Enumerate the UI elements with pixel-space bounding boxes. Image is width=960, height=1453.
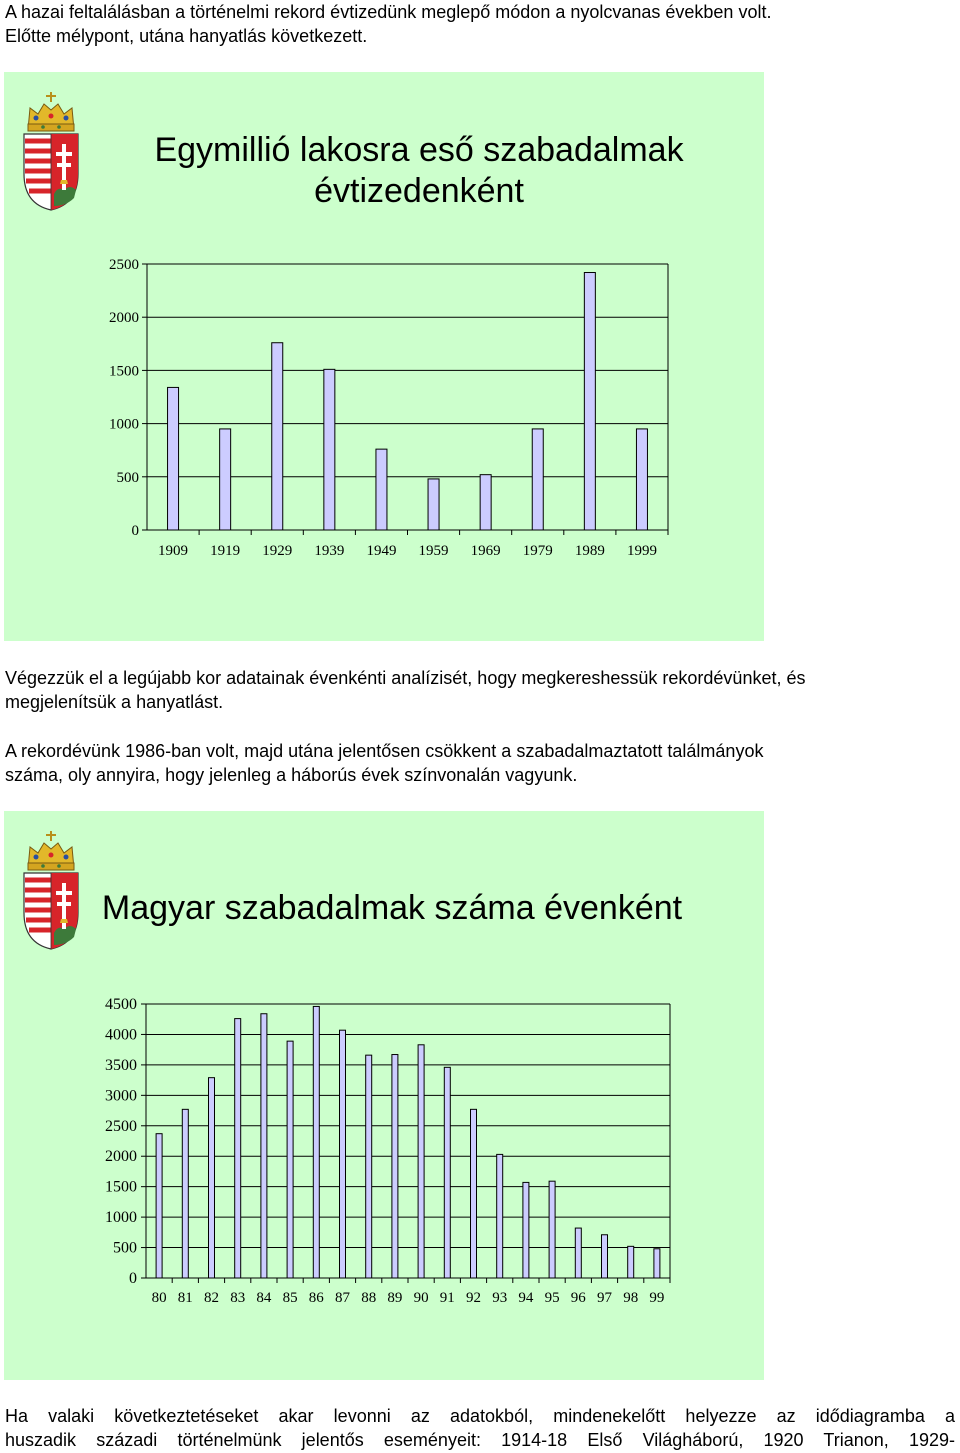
decade-chart-y-tick-label: 1500 — [109, 363, 139, 380]
yearly-chart-bar-82 — [209, 1078, 215, 1278]
decade-chart-bar-1939 — [324, 369, 335, 530]
decade-chart-x-tick-label: 1909 — [158, 543, 189, 559]
yearly-chart-y-tick-label: 4500 — [105, 996, 137, 1013]
yearly-bar-chart — [4, 811, 764, 1380]
yearly-chart-x-tick-label: 94 — [518, 1290, 534, 1306]
decade-chart-bar-1949 — [376, 449, 387, 530]
yearly-chart-panel — [4, 811, 764, 1380]
yearly-chart-bar-92 — [471, 1109, 477, 1278]
decade-chart-x-tick-label: 1929 — [262, 543, 293, 559]
yearly-chart-x-tick-label: 96 — [570, 1290, 586, 1306]
yearly-chart-bar-90 — [418, 1045, 424, 1278]
yearly-chart-bar-98 — [628, 1246, 634, 1278]
record-paragraph — [5, 739, 955, 787]
analysis-line-2: megjelenítsük a hanyatlást. — [5, 692, 224, 712]
record-line-2: száma, oly annyira, hogy jelenleg a háborús évek színvonalán vagyunk. — [5, 765, 578, 785]
yearly-chart-title-line-1: Magyar szabadalmak száma évenként — [101, 889, 683, 927]
decade-chart-panel — [4, 72, 764, 641]
yearly-chart-x-tick-label: 83 — [230, 1290, 246, 1306]
yearly-chart-bar-91 — [444, 1067, 450, 1278]
yearly-chart-x-tick-label: 97 — [597, 1290, 612, 1306]
decade-chart-x-tick-label: 1979 — [522, 543, 553, 559]
yearly-chart-y-tick-label: 3000 — [105, 1087, 137, 1105]
bottom-line-2: huszadik századi történelmünk jelentős eseményeit: 1914-18 Első Világháború, 1920 Trianon, 1929- — [5, 1430, 955, 1450]
yearly-chart-y-tick-label: 3500 — [105, 1056, 137, 1074]
yearly-chart-bar-96 — [575, 1228, 581, 1278]
yearly-chart-x-tick-label: 88 — [361, 1290, 377, 1306]
yearly-chart-x-tick-label: 85 — [282, 1290, 298, 1306]
decade-chart-x-tick-label: 1919 — [210, 543, 241, 559]
yearly-chart-bar-80 — [156, 1134, 162, 1278]
bottom-paragraph — [5, 1404, 955, 1452]
yearly-chart-bar-89 — [392, 1055, 398, 1278]
intro-line-1: A hazai feltalálásban a történelmi rekord évtizedünk meglepő módon a nyolcvanas években volt. — [5, 2, 772, 22]
yearly-chart-bar-86 — [313, 1006, 319, 1278]
decade-chart-y-tick-label: 1000 — [109, 416, 139, 433]
decade-bar-chart — [4, 72, 764, 641]
decade-chart-y-tick-label: 2500 — [109, 257, 139, 273]
decade-chart-x-tick-label: 1949 — [366, 543, 397, 559]
yearly-chart-bar-88 — [366, 1055, 372, 1278]
decade-chart-bar-1959 — [428, 479, 439, 530]
bottom-line-1: Ha valaki következtetéseket akar levonni az adatokból, mindenekelőtt helyezze az idődiagramba a — [5, 1406, 955, 1426]
yearly-chart-y-tick-label: 2500 — [105, 1117, 137, 1135]
yearly-chart-bar-97 — [602, 1235, 608, 1278]
yearly-chart-x-tick-label: 90 — [413, 1290, 429, 1306]
yearly-chart-x-tick-label: 81 — [177, 1290, 193, 1306]
yearly-chart-bar-84 — [261, 1014, 267, 1278]
yearly-chart-x-tick-label: 99 — [649, 1290, 665, 1306]
decade-chart-bar-1909 — [168, 387, 179, 530]
decade-chart-bar-1929 — [272, 343, 283, 530]
record-line-1: A rekordévünk 1986-ban volt, majd utána jelentősen csökkent a szabadalmaztatott találmányok — [5, 741, 764, 761]
decade-chart-y-tick-label: 2000 — [109, 310, 139, 327]
yearly-chart-bar-93 — [497, 1154, 503, 1278]
decade-chart-title-line-2: évtizedenként — [314, 172, 524, 210]
yearly-chart-y-tick-label: 1000 — [105, 1209, 137, 1227]
yearly-chart-bar-99 — [654, 1249, 660, 1278]
decade-chart-bar-1969 — [480, 475, 491, 530]
intro-paragraph — [5, 0, 955, 48]
decade-chart-bar-1999 — [636, 429, 647, 530]
yearly-chart-y-tick-label: 500 — [113, 1239, 137, 1257]
yearly-chart-bar-95 — [549, 1181, 555, 1278]
yearly-chart-x-tick-label: 86 — [308, 1290, 324, 1306]
decade-chart-x-tick-label: 1999 — [626, 543, 657, 559]
yearly-chart-x-tick-label: 91 — [439, 1290, 455, 1306]
decade-chart-x-tick-label: 1969 — [470, 543, 501, 559]
yearly-chart-bar-85 — [287, 1041, 293, 1278]
analysis-line-1: Végezzük el a legújabb kor adatainak évenkénti analízisét, hogy megkereshessük rekordévünket, és — [5, 668, 806, 688]
yearly-chart-x-tick-label: 92 — [466, 1290, 481, 1306]
yearly-chart-y-tick-label: 2000 — [105, 1148, 137, 1166]
intro-line-2: Előtte mélypont, utána hanyatlás következett. — [5, 26, 368, 46]
yearly-chart-x-tick-label: 82 — [204, 1290, 219, 1306]
yearly-chart-y-tick-label: 0 — [129, 1270, 137, 1287]
yearly-chart-x-tick-label: 93 — [492, 1290, 508, 1306]
yearly-chart-bar-94 — [523, 1182, 529, 1278]
decade-chart-title-line-1: Egymillió lakosra eső szabadalmak — [154, 131, 684, 169]
decade-chart-x-tick-label: 1989 — [574, 543, 605, 559]
decade-chart-x-tick-label: 1959 — [418, 543, 449, 559]
decade-chart-x-tick-label: 1939 — [314, 543, 345, 559]
yearly-chart-bar-81 — [182, 1109, 188, 1278]
yearly-chart-x-tick-label: 84 — [256, 1290, 272, 1306]
decade-chart-bar-1989 — [584, 273, 595, 530]
yearly-chart-x-tick-label: 95 — [544, 1290, 560, 1306]
decade-chart-bar-1919 — [220, 429, 231, 530]
analysis-paragraph — [5, 666, 955, 714]
decade-chart-y-tick-label: 500 — [116, 469, 139, 486]
yearly-chart-x-tick-label: 98 — [623, 1290, 639, 1306]
yearly-chart-y-tick-label: 1500 — [105, 1178, 137, 1196]
yearly-chart-x-tick-label: 80 — [151, 1290, 167, 1306]
decade-chart-bar-1979 — [532, 429, 543, 530]
decade-chart-y-tick-label: 0 — [131, 523, 139, 539]
yearly-chart-bar-83 — [235, 1019, 241, 1278]
yearly-chart-y-tick-label: 4000 — [105, 1026, 137, 1044]
yearly-chart-bar-87 — [340, 1030, 346, 1278]
yearly-chart-x-tick-label: 89 — [387, 1290, 403, 1306]
yearly-chart-x-tick-label: 87 — [335, 1290, 350, 1306]
